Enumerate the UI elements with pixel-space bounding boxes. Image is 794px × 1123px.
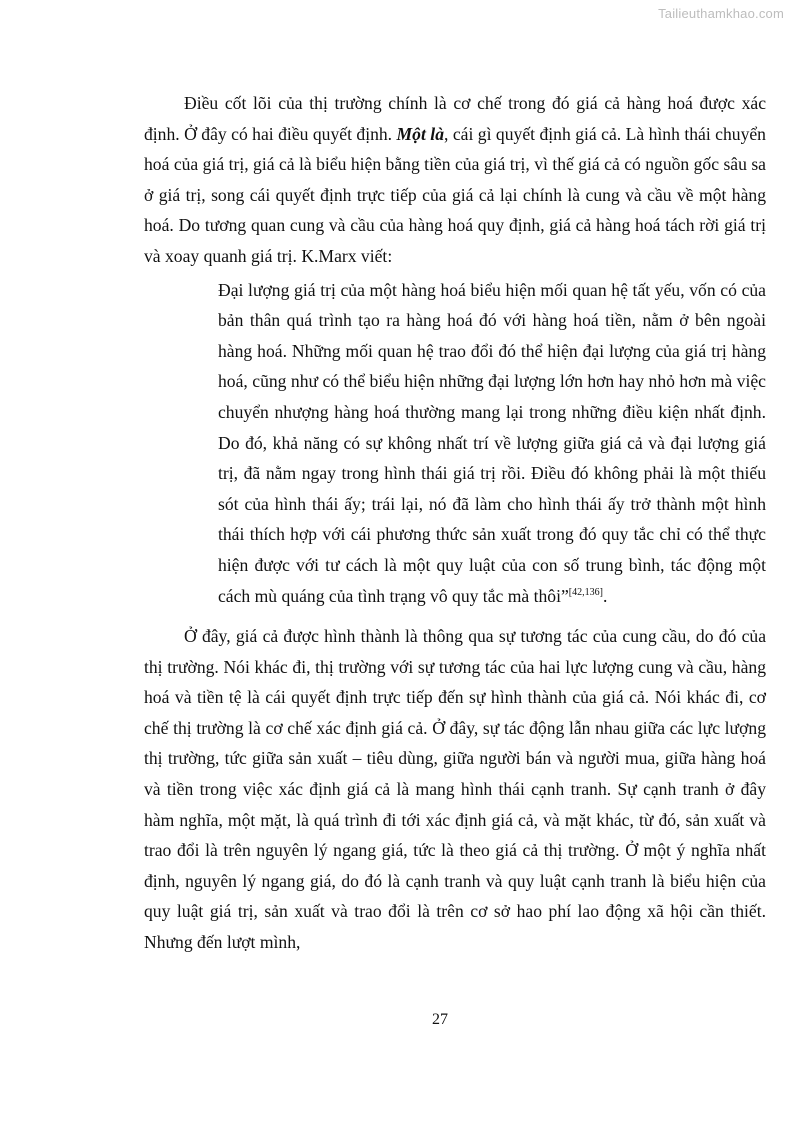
paragraph-market-competition: Ở đây, giá cả được hình thành là thông qua sự tương tác của cung cầu, do đó của thị trường. Nói khác đi, thị trường với sự tương tác của hai lực lượng cung và cầu, hàng hoá và tiền tệ là cái quyết định trực tiếp đến sự hình thành của giá cả. Nói khác đi, cơ chế thị trường là cơ chế xác định giá cả. Ở đây, sự tác động lẫn nhau giữa các lực lượng thị trường, tức giữa sản xuất – tiêu dùng, giữa người bán và người mua, giữa hàng hoá và tiền trong việc xác định giá cả là mang hình thái cạnh tranh. Sự cạnh tranh ở đây hàm nghĩa, một mặt, là quá trình đi tới xác định giá cả, và mặt khác, từ đó, sản xuất và trao đổi là trên nguyên lý ngang giá, tức là theo giá cả thị trường. Ở một ý nghĩa nhất định, nguyên lý ngang giá, do đó là cạnh tranh và quy luật cạnh tranh là biểu hiện của quy luật giá trị, sản xuất và trao đổi là trên cơ sở hao phí lao động xã hội cần thiết. Nhưng đến lượt mình, bbox=[144, 626, 766, 953]
page-number: 27 bbox=[432, 1011, 448, 1028]
watermark-text: Tailieuthamkhao.com bbox=[658, 6, 784, 21]
emphasis-mot-la: Một là bbox=[396, 123, 444, 144]
document-body bbox=[144, 88, 766, 958]
paragraph-intro-part1: Điều cốt lõi của thị trường chính là cơ chế trong đó giá cả hàng hoá được xác định. Ở đây có hai điều quyết định. bbox=[144, 93, 766, 144]
citation-reference: [42,136] bbox=[568, 586, 603, 598]
quote-end: . bbox=[602, 585, 608, 606]
quote-text: Đại lượng giá trị của một hàng hoá biểu hiện mối quan hệ tất yếu, vốn có của bản thân quá trình tạo ra hàng hoá đó với hàng hoá tiền, nằm ở bên ngoài hàng hoá. Những mối quan hệ trao đổi đó thể hiện đại lượng của giá trị hàng hoá, cũng như có thể biểu hiện những đại lượng lớn hơn hay nhỏ hơn mà việc chuyển nhượng hàng hoá thường mang lại trong những điều kiện nhất định. Do đó, khả năng có sự không nhất trí về lượng giữa giá cả và đại lượng giá trị, đã nằm ngay trong hình thái giá trị rồi. Điều đó không phải là một thiếu sót của hình thái ấy; trái lại, nó đã làm cho hình thái ấy trở thành một hình thái thích hợp với cái phương thức sản xuất trong đó quy tắc chỉ có thể thực hiện được với tư cách là một quy luật của con số trung bình, tác động một cách mù quáng của tình trạng vô quy tắc mà thôi” bbox=[218, 279, 766, 606]
paragraph-intro-part2: , cái gì quyết định giá cả. Là hình thái chuyển hoá của giá trị, giá cả là biểu hiện bằng tiền của giá trị, vì thế giá cả có nguồn gốc sâu sa ở giá trị, song cái quyết định trực tiếp của giá cả lại chính là cung và cầu về một hàng hoá. Do tương quan cung và cầu của hàng hoá quy định, giá cả hàng hoá tách rời giá trị và xoay quanh giá trị. K.Marx viết: bbox=[144, 123, 766, 266]
block-quote-marx bbox=[218, 275, 766, 612]
paragraph-intro bbox=[144, 88, 766, 272]
